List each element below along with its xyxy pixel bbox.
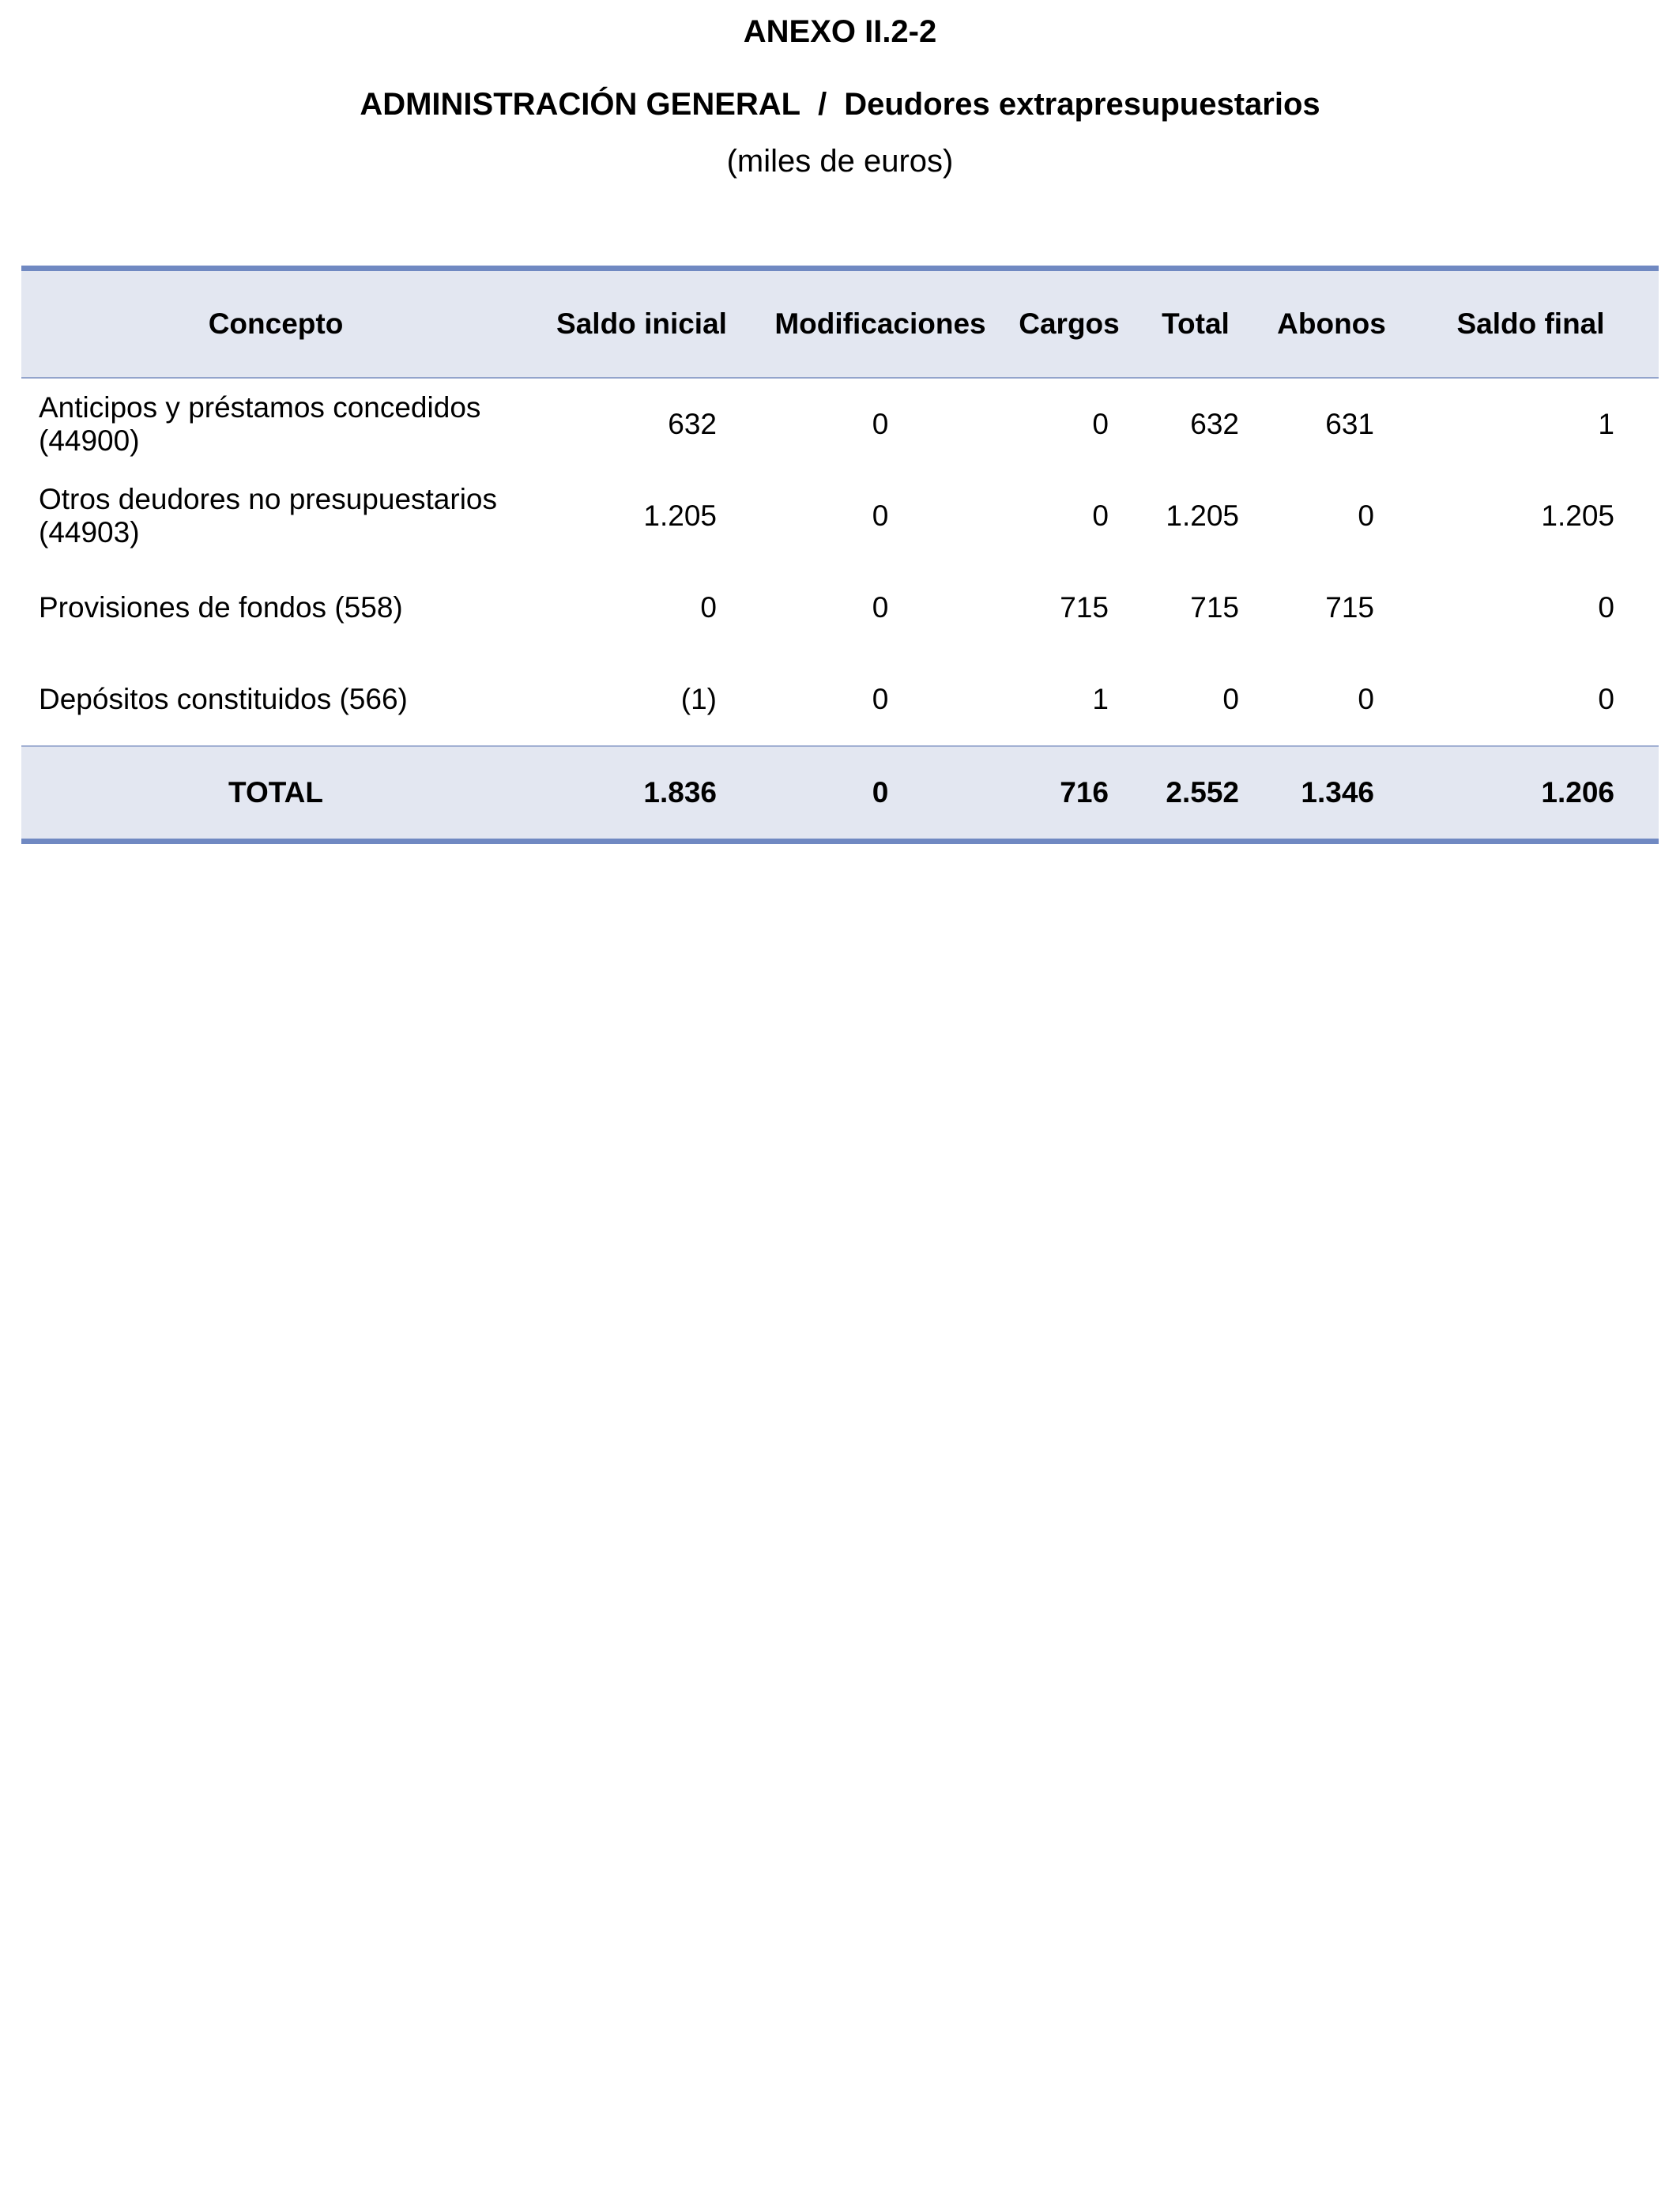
table-header-row	[21, 269, 1659, 379]
debtors-table	[21, 266, 1659, 844]
header-saldo-inicial: Saldo inicial	[530, 269, 753, 379]
total-modificaciones: 0	[753, 746, 1008, 842]
title-separator: /	[818, 87, 827, 122]
cell-saldo-final: 1.205	[1541, 499, 1614, 532]
header-modificaciones: Modificaciones	[753, 269, 1008, 379]
total-saldo-inicial: 1.836	[530, 746, 753, 842]
annex-title: ANEXO II.2-2	[743, 14, 937, 49]
header-abonos: Abonos	[1260, 269, 1403, 379]
cell-saldo-final: 1	[1598, 408, 1614, 440]
cell-abonos: 0	[1260, 654, 1403, 746]
table-row	[21, 654, 1659, 746]
subject-name: Deudores extrapresupuestarios	[844, 87, 1320, 122]
header-concepto: Concepto	[21, 269, 530, 379]
entity-name: ADMINISTRACIÓN GENERAL	[360, 87, 801, 122]
cell-abonos: 0	[1358, 499, 1374, 532]
cell-saldo-inicial: 0	[700, 591, 717, 624]
cell-saldo-final: 0	[1598, 591, 1614, 624]
cell-saldo-inicial: (1)	[530, 654, 753, 746]
concept-line: Anticipos y préstamos concedidos	[39, 391, 481, 424]
table-row	[21, 562, 1659, 654]
cell-cargos: 0	[1092, 408, 1109, 440]
concept-line: Depósitos constituidos (566)	[39, 683, 408, 715]
row-concept	[21, 562, 530, 654]
cell-cargos: 0	[1092, 499, 1109, 532]
cell-cargos: 1	[1008, 654, 1131, 746]
cell-abonos: 715	[1325, 591, 1374, 624]
row-concept	[21, 378, 530, 470]
total-abonos: 1.346	[1260, 746, 1403, 842]
header-cargos: Cargos	[1008, 269, 1131, 379]
total-cargos: 716	[1008, 746, 1131, 842]
cell-cargos: 715	[1060, 591, 1109, 624]
cell-modificaciones: 0	[753, 654, 1008, 746]
concept-code: (44900)	[39, 424, 140, 457]
cell-modificaciones: 0	[872, 499, 889, 532]
cell-abonos: 631	[1325, 408, 1374, 440]
cell-total: 0	[1131, 654, 1260, 746]
cell-total: 715	[1190, 591, 1239, 624]
concept-code: (44903)	[39, 516, 140, 548]
total-label: TOTAL	[21, 746, 530, 842]
total-saldo-final: 1.206	[1403, 746, 1659, 842]
total-total: 2.552	[1131, 746, 1260, 842]
total-row	[21, 746, 1659, 842]
cell-modificaciones: 0	[872, 408, 889, 440]
cell-saldo-final: 0	[1403, 654, 1659, 746]
cell-saldo-inicial: 1.205	[643, 499, 717, 532]
cell-total: 632	[1190, 408, 1239, 440]
header-total: Total	[1131, 269, 1260, 379]
cell-modificaciones: 0	[872, 591, 889, 624]
header-saldo-final: Saldo final	[1403, 269, 1659, 379]
concept-line: Otros deudores no presupuestarios	[39, 483, 498, 515]
row-concept	[21, 470, 530, 562]
row-concept	[21, 654, 530, 746]
cell-saldo-inicial: 632	[668, 408, 717, 440]
table-row	[21, 470, 1659, 562]
table-row	[21, 378, 1659, 470]
document-subtitle	[0, 87, 1680, 123]
units-note: (miles de euros)	[726, 144, 954, 179]
concept-line: Provisiones de fondos (558)	[39, 591, 403, 624]
cell-total: 1.205	[1166, 499, 1239, 532]
